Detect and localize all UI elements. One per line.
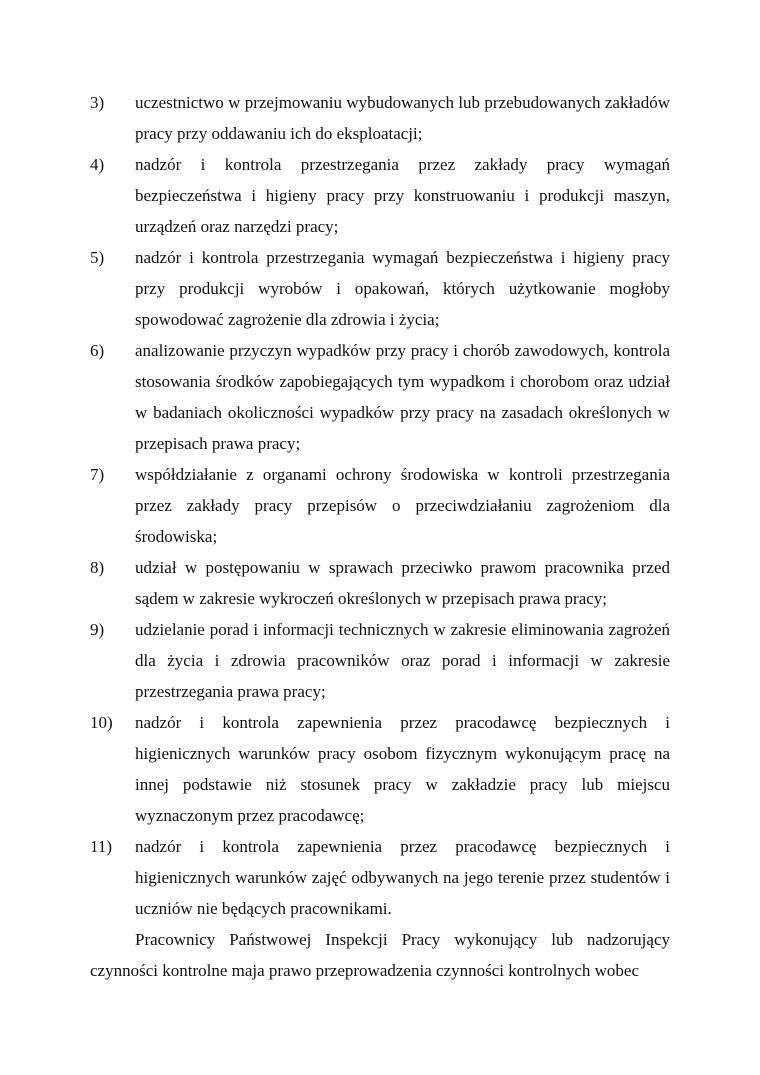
list-item-text: nadzór i kontrola zapewnienia przez pracodawcę bezpiecznych i higienicznych warunków pracy osobom fizycznym wykonującym pracę na innej podstawie niż stosunek pracy w zakładzie pracy lub miejscu wyznaczonym przez pracodawcę; — [135, 713, 670, 825]
list-item-text: nadzór i kontrola przestrzegania wymagań bezpieczeństwa i higieny pracy przy produkcji wyrobów i opakowań, których użytkowanie mogłoby spowodować zagrożenie dla zdrowia i życia; — [135, 248, 670, 329]
list-item-text: nadzór i kontrola przestrzegania przez zakłady pracy wymagań bezpieczeństwa i higieny pracy przy konstruowaniu i produkcji maszyn, urządzeń oraz narzędzi pracy; — [135, 155, 670, 236]
list-item-number: 6) — [90, 341, 105, 360]
list-item-number: 7) — [90, 465, 105, 484]
list-item — [90, 459, 670, 552]
list-item-text: współdziałanie z organami ochrony środowiska w kontroli przestrzegania przez zakłady pracy przepisów o przeciwdziałaniu zagrożeniom dla środowiska; — [135, 465, 670, 546]
list-item-text: analizowanie przyczyn wypadków przy pracy i chorób zawodowych, kontrola stosowania środków zapobiegających tym wypadkom i chorobom oraz udział w badaniach okoliczności wypadków przy pracy na zasadach określonych w przepisach prawa pracy; — [135, 341, 670, 453]
list-item — [90, 614, 670, 707]
list-item-text: nadzór i kontrola zapewnienia przez pracodawcę bezpiecznych i higienicznych warunków zajęć odbywanych na jego terenie przez studentów i uczniów nie będących pracownikami. — [135, 837, 670, 918]
list-item — [90, 335, 670, 459]
list-item-number: 3) — [90, 93, 105, 112]
list-item — [90, 552, 670, 614]
list-item-text: uczestnictwo w przejmowaniu wybudowanych lub przebudowanych zakładów pracy przy oddawaniu ich do eksploatacji; — [135, 93, 670, 143]
list-item-number: 5) — [90, 248, 105, 267]
list-item-number: 10) — [90, 713, 113, 732]
list-item-text: udzielanie porad i informacji technicznych w zakresie eliminowania zagrożeń dla życia i zdrowia pracowników oraz porad i informacji w zakresie przestrzegania prawa pracy; — [135, 620, 670, 701]
list-item-number: 8) — [90, 558, 105, 577]
list-item — [90, 707, 670, 831]
list-item-text: udział w postępowaniu w sprawach przeciwko prawom pracownika przed sądem w zakresie wykroczeń określonych w przepisach prawa pracy; — [135, 558, 670, 608]
list-item-number: 9) — [90, 620, 105, 639]
list-item — [90, 242, 670, 335]
closing-paragraph: Pracownicy Państwowej Inspekcji Pracy wykonujący lub nadzorujący czynności kontrolne maja prawo przeprowadzenia czynności kontrolnych wobec — [90, 930, 670, 980]
list-item — [90, 87, 670, 149]
list-item — [90, 149, 670, 242]
list-item-number: 4) — [90, 155, 105, 174]
document-body — [90, 87, 670, 986]
list-item — [90, 831, 670, 924]
list-item-number: 11) — [90, 837, 113, 856]
